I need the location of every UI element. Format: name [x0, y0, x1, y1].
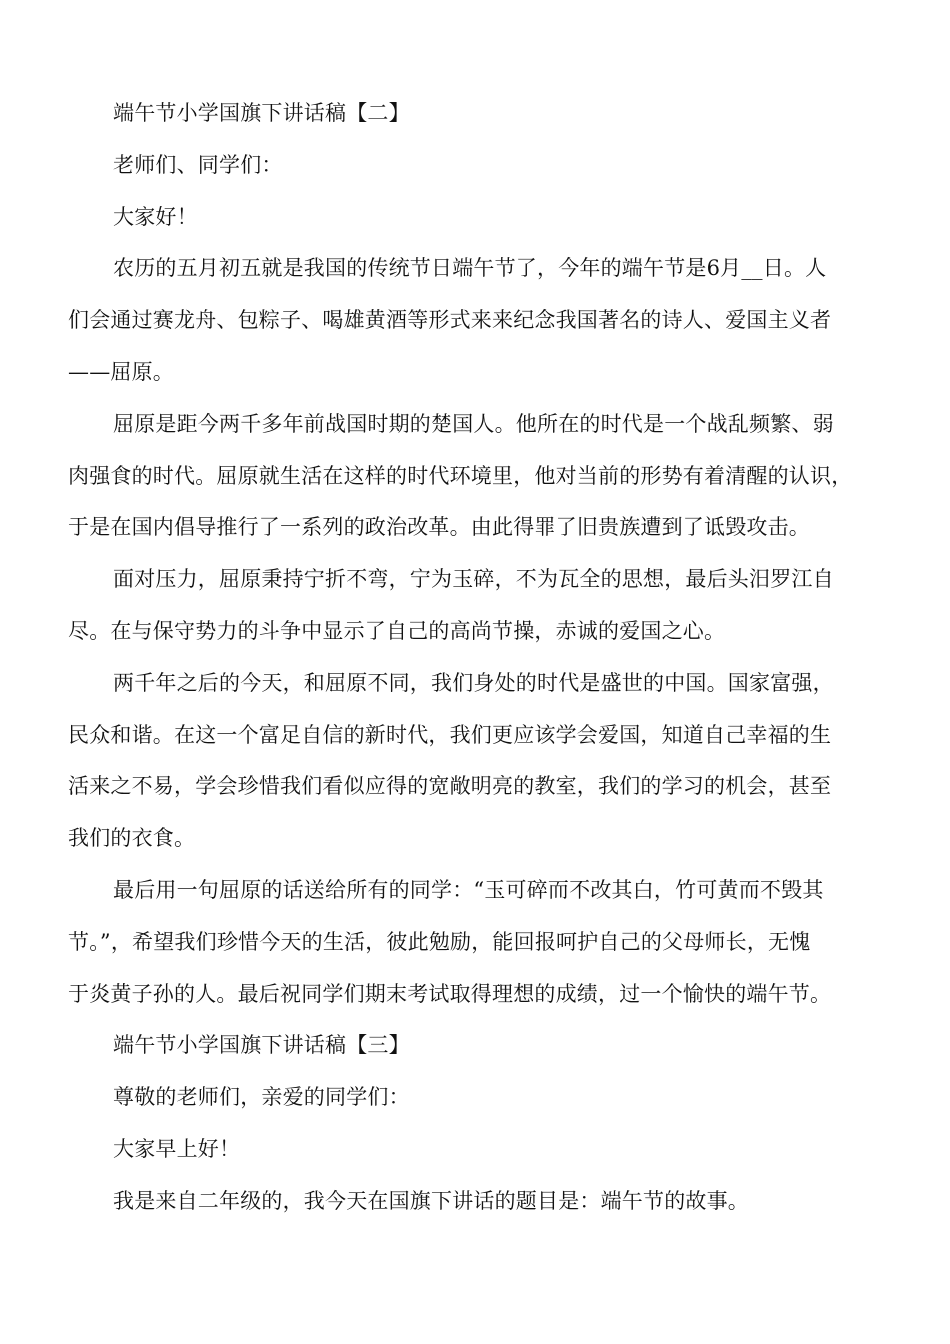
- paragraph-line: 我们的衣食。: [68, 826, 196, 851]
- section-heading: 端午节小学国旗下讲话稿【二】: [113, 101, 410, 125]
- paragraph-line: 民众和谐。在这一个富足自信的新时代，我们更应该学会爱国，知道自己幸福的生: [68, 722, 832, 747]
- paragraph-line: 节。”，希望我们珍惜今天的生活，彼此勉励，能回报呵护自己的父母师长，无愧: [68, 929, 811, 954]
- paragraph-line: 尽。在与保守势力的斗争中显示了自己的高尚节操，赤诚的爱国之心。: [68, 618, 726, 643]
- paragraph-line: 肉强食的时代。屈原就生活在这样的时代环境里，他对当前的形势有着清醒的认识，: [68, 463, 853, 488]
- document-page: [68, 88, 888, 1228]
- greeting: 大家早上好！: [113, 1136, 241, 1161]
- paragraph-line: 农历的五月初五就是我国的传统节日端午节了，今年的端午节是6月__日。人: [113, 256, 827, 281]
- paragraph: [68, 865, 888, 1020]
- salutation: 老师们、同学们：: [113, 152, 283, 177]
- paragraph-line: 活来之不易，学会珍惜我们看似应得的宽敞明亮的教室，我们的学习的机会，甚至: [68, 774, 832, 799]
- paragraph-line: 两千年之后的今天，和屈原不同，我们身处的时代是盛世的中国。国家富强，: [113, 670, 834, 695]
- paragraph: [68, 399, 888, 554]
- paragraph-line: 于是在国内倡导推行了一系列的政治改革。由此得罪了旧贵族遭到了诋毁攻击。: [68, 515, 810, 540]
- paragraph-line: ——屈原。: [68, 359, 174, 384]
- section-heading: 端午节小学国旗下讲话稿【三】: [113, 1033, 410, 1058]
- salutation: 尊敬的老师们，亲爱的同学们：: [113, 1085, 410, 1110]
- paragraph: [68, 658, 888, 865]
- paragraph-line: 于炎黄子孙的人。最后祝同学们期末考试取得理想的成绩，过一个愉快的端午节。: [68, 981, 832, 1006]
- paragraph-line: 们会通过赛龙舟、包粽子、喝雄黄酒等形式来来纪念我国著名的诗人、爱国主义者: [68, 308, 832, 333]
- paragraph: [68, 243, 888, 398]
- greeting: 大家好！: [113, 204, 198, 229]
- paragraph-line: 最后用一句屈原的话送给所有的同学：“玉可碎而不改其白，竹可黄而不毁其: [113, 877, 824, 902]
- paragraph-line: 屈原是距今两千多年前战国时期的楚国人。他所在的时代是一个战乱频繁、弱: [113, 411, 834, 436]
- paragraph-line: 我是来自二年级的，我今天在国旗下讲话的题目是：端午节的故事。: [113, 1188, 749, 1213]
- paragraph: [68, 554, 888, 658]
- paragraph-line: 面对压力，屈原秉持宁折不弯，宁为玉碎，不为瓦全的思想，最后头汨罗江自: [113, 567, 834, 592]
